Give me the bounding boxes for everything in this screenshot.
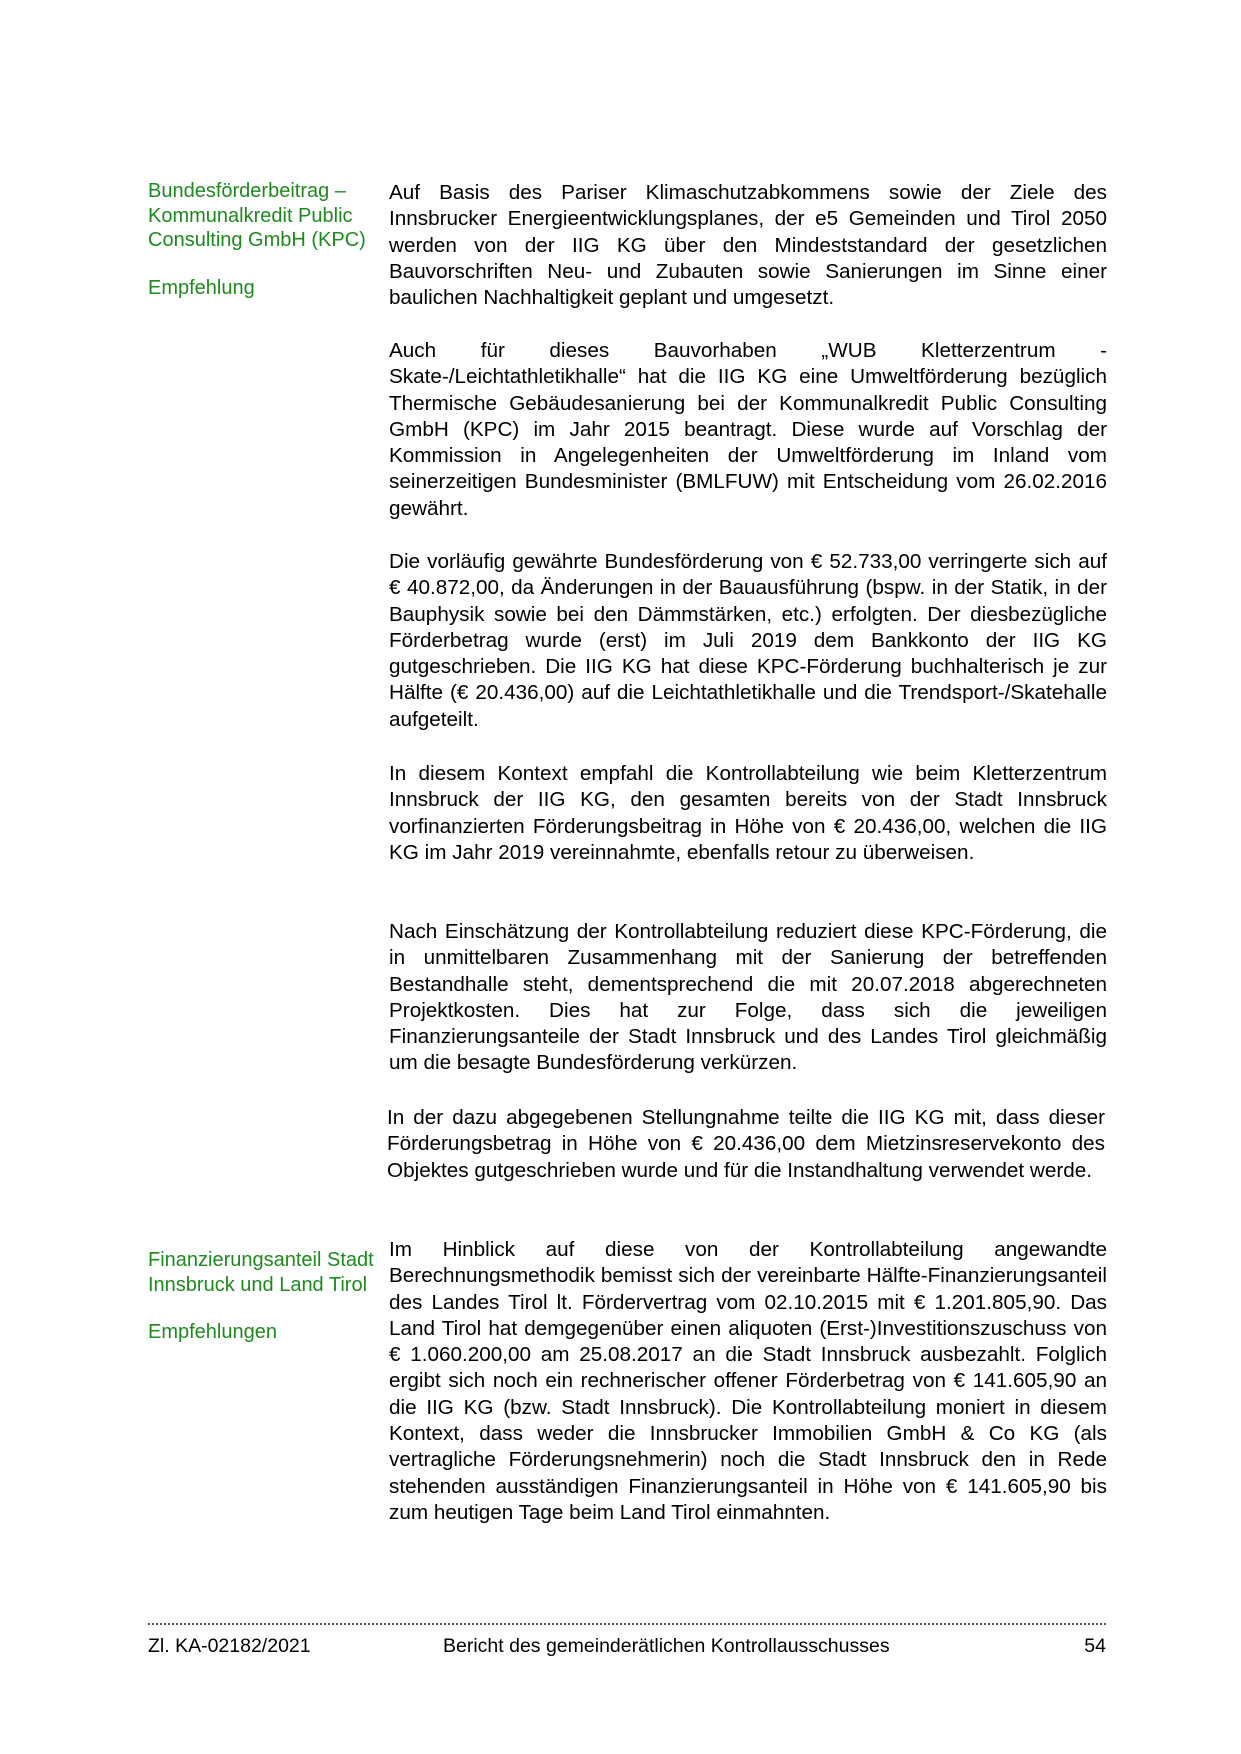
footer-reference: Zl. KA-02182/2021 — [148, 1635, 311, 1657]
paragraph-5: Nach Einschätzung der Kontrollabteilung reduziert diese KPC-Förderung, die in unmittelbaren Zusammenhang mit der Sanierung der betreffenden Bestandhalle steht, dementsprechend die mit 20.07.2018 abgerechneten Projektkosten. Dies hat zur Folge, dass sich die jeweiligen Finanzierungsanteile der Stadt Innsbruck und des Landes Tirol gleichmäßig um die besagte Bundesförderung verkürzen. — [389, 920, 1107, 1075]
margin-note-financing — [148, 1248, 378, 1345]
footer-divider — [148, 1623, 1106, 1625]
page-number: 54 — [1084, 1635, 1106, 1657]
paragraph-3: Die vorläufig gewährte Bundesförderung von € 52.733,00 verringerte sich auf € 40.872,00, da Änderungen in der Bauausführung (bspw. in der Statik, in der Bauphysik sowie bei den Dämmstärken, etc.) erfolgten. Der diesbezügliche Förderbetrag wurde (erst) im Juli 2019 dem Bankkonto der IIG KG gutgeschrieben. Die IIG KG hat diese KPC-Förderung buchhalterisch je zur Hälfte (€ 20.436,00) auf die Leichtathletikhalle und die Trendsport-/Skatehalle aufgeteilt. — [389, 550, 1107, 731]
footer-title: Bericht des gemeinderätlichen Kontrollausschusses — [443, 1635, 890, 1657]
paragraph-2: Auch für dieses Bauvorhaben „WUB Kletterzentrum - Skate-/Leichtathletikhalle“ hat die IIG KG eine Umweltförderung bezüglich Thermische Gebäudesanierung bei der Kommunalkredit Public Consulting GmbH (KPC) im Jahr 2015 beantragt. Diese wurde auf Vorschlag der Kommission in Angelegenheiten der Umweltförderung im Inland vom seinerzeitigen Bundesminister (BMLFUW) mit Entscheidung vom 26.02.2016 gewährt. — [389, 339, 1107, 520]
paragraph-7: Im Hinblick auf diese von der Kontrollabteilung angewandte Berechnungsmethodik bemisst sich der vereinbarte Hälfte-Finanzierungsanteil des Landes Tirol lt. Fördervertrag vom 02.10.2015 mit € 1.201.805,90. Das Land Tirol hat demgegenüber einen aliquoten (Erst-)Investitionszuschuss von € 1.060.200,00 am 25.08.2017 an die Stadt Innsbruck ausbezahlt. Folglich ergibt sich noch ein rechnerischer offener Förderbetrag von € 141.605,90 an die IIG KG (bzw. Stadt Innsbruck). Die Kontrollabteilung moniert in diesem Kontext, dass weder die Innsbrucker Immobilien GmbH & Co KG (als vertragliche Förderungsnehmerin) noch die Stadt Innsbruck den in Rede stehenden ausständigen Finanzierungsanteil in Höhe von € 141.605,90 bis zum heutigen Tage beim Land Tirol einmahnten. — [389, 1238, 1107, 1524]
paragraph-1: Auf Basis des Pariser Klimaschutzabkommens sowie der Ziele des Innsbrucker Energieentwicklungsplanes, der e5 Gemeinden und Tirol 2050 werden von der IIG KG über den Mindeststandard der gesetzlichen Bauvorschriften Neu- und Zubauten sowie Sanierungen im Sinne einer baulichen Nachhaltigkeit geplant und umgesetzt. — [389, 181, 1107, 310]
margin-heading-kpc: Bundesförderbeitrag – Kommunalkredit Public Consulting GmbH (KPC) — [148, 180, 366, 251]
margin-note-kpc — [148, 179, 378, 300]
paragraph-6: In der dazu abgegebenen Stellungnahme teilte die IIG KG mit, dass dieser Förderungsbetrag in Höhe von € 20.436,00 dem Mietzinsreservekonto des Objektes gutgeschrieben wurde und für die Instandhaltung verwendet werde. — [387, 1106, 1105, 1182]
paragraph-4: In diesem Kontext empfahl die Kontrollabteilung wie beim Kletterzentrum Innsbruck der IIG KG, den gesamten bereits von der Stadt Innsbruck vorfinanzierten Förderungsbeitrag in Höhe von € 20.436,00, welchen die IIG KG im Jahr 2019 vereinnahmte, ebenfalls retour zu überweisen. — [389, 762, 1107, 864]
margin-heading-financing: Finanzierungsanteil Stadt Innsbruck und Land Tirol — [148, 1249, 374, 1296]
margin-sub-financing: Empfehlungen — [148, 1321, 277, 1343]
margin-sub-kpc: Empfehlung — [148, 276, 255, 299]
